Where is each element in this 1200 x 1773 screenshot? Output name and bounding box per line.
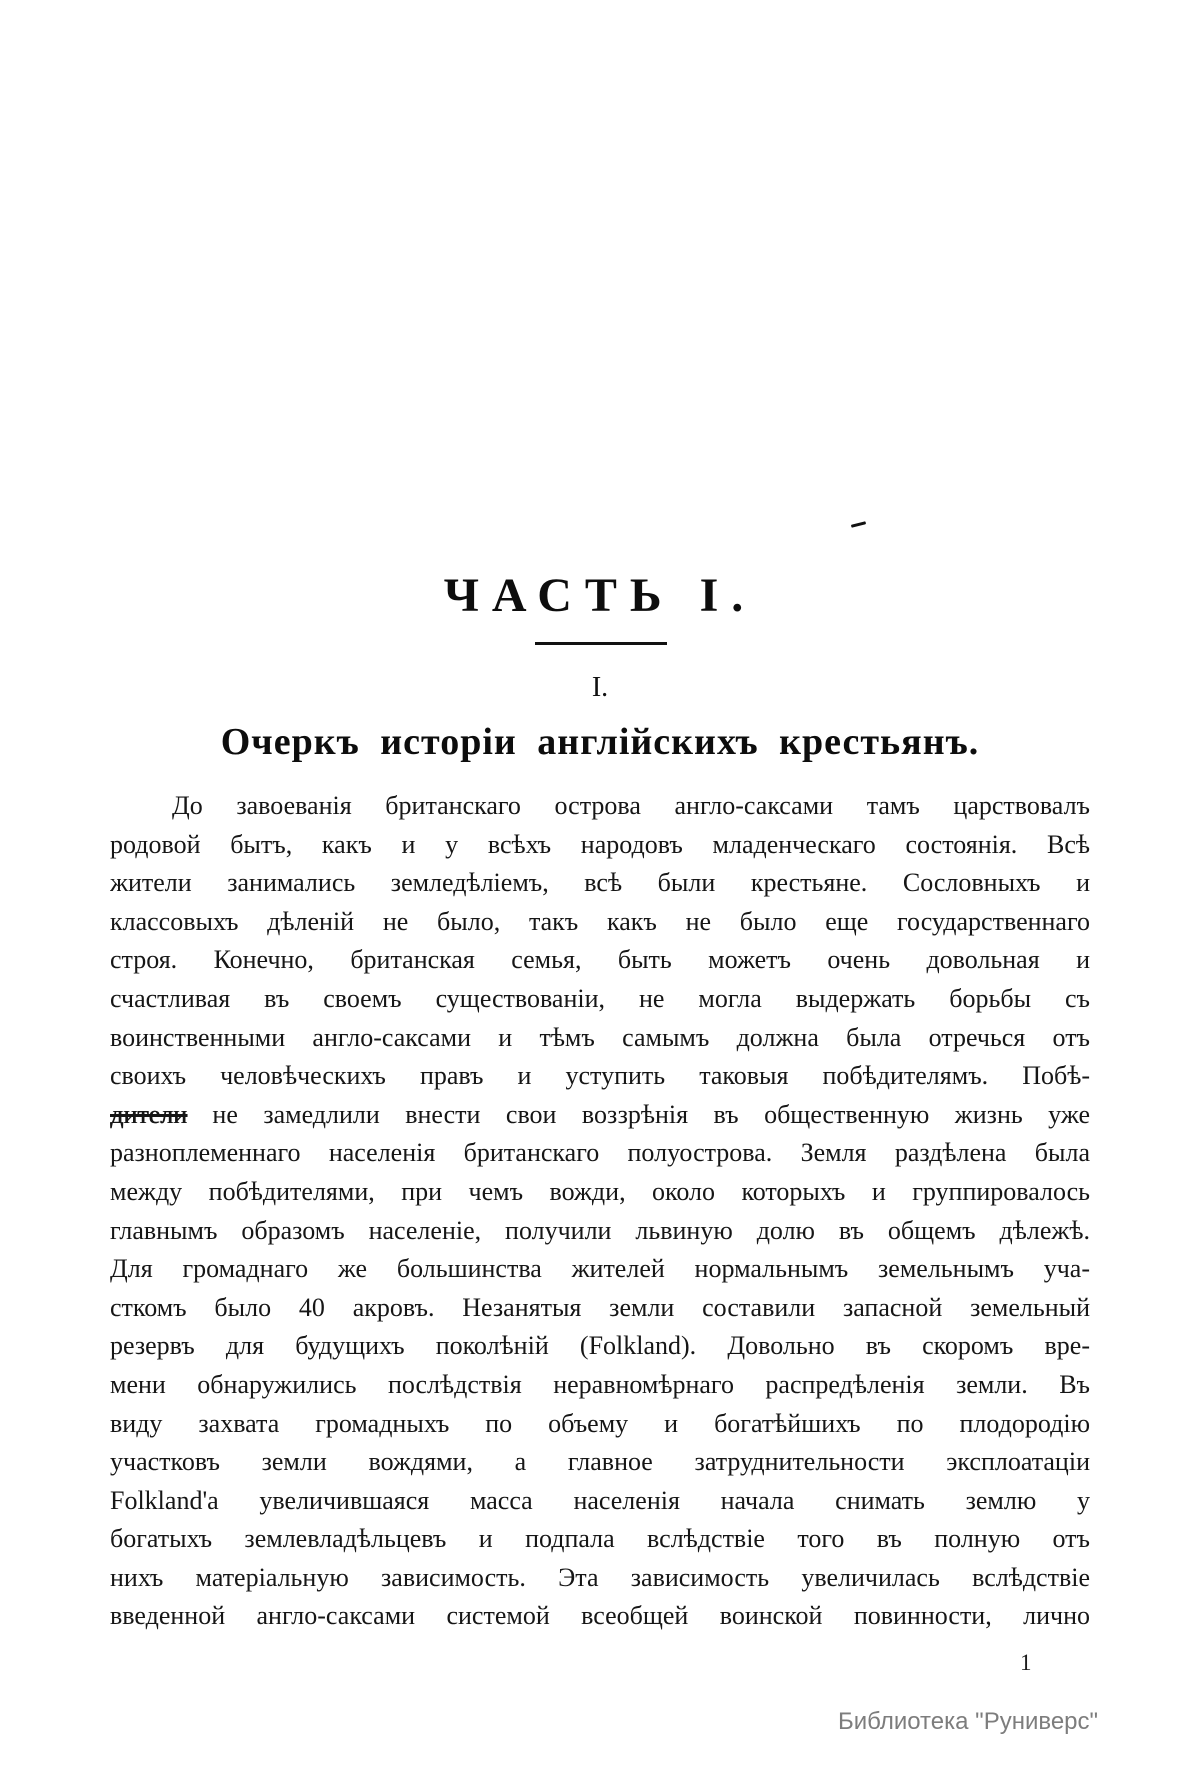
part-heading: ЧАСТЬ I. (443, 569, 757, 622)
text-line: Folkland'а увеличившаяся масса населенія начала снимать землю у (110, 1485, 1090, 1515)
text-line: классовыхъ дѣленій не было, такъ какъ не было еще государственнаго (110, 906, 1090, 936)
text-line: мени обнаружились послѣдствія неравномѣрнаго распредѣленія земли. Въ (110, 1369, 1090, 1399)
text-line: Для громаднаго же большинства жителей нормальнымъ земельнымъ уча- (110, 1254, 1090, 1284)
text-line: сткомъ было 40 акровъ. Незанятыя земли составили запасной земельный (110, 1292, 1090, 1322)
text-line: введенной англо-саксами системой всеобщей воинской повинности, лично (110, 1601, 1090, 1631)
text-line: До завоеванія британскаго острова англо-саксами тамъ царствовалъ (172, 791, 1090, 820)
text-line: счастливая въ своемъ существованіи, не могла выдержать борьбы съ (110, 983, 1090, 1013)
text-line: виду захвата громадныхъ по объему и богатѣйшихъ по плодородію (110, 1408, 1090, 1438)
text-line: главнымъ образомъ населеніе, получили львиную долю въ общемъ дѣлежѣ. (110, 1215, 1090, 1245)
heading-rule (535, 642, 667, 645)
library-watermark: Библиотека "Руниверс" (838, 1708, 1099, 1735)
text-line: жители занимались земледѣліемъ, всѣ были крестьяне. Сословныхъ и (110, 868, 1090, 898)
page-number: 1 (1020, 1650, 1032, 1675)
text-line: строя. Конечно, британская семья, быть можетъ очень довольная и (110, 945, 1090, 975)
text-line: родовой бытъ, какъ и у всѣхъ народовъ младенческаго состоянія. Всѣ (110, 829, 1090, 859)
ink-artifact-mark (851, 521, 866, 528)
text-line: своихъ человѣческихъ правъ и уступить таковыя побѣдителямъ. Побѣ- (110, 1061, 1090, 1091)
text-line: резервъ для будущихъ поколѣній (Folkland). Довольно въ скоромъ вре- (110, 1331, 1090, 1361)
text-line: богатыхъ землевладѣльцевъ и подпала вслѣдствіе того въ полную отъ (110, 1524, 1090, 1554)
text-line: разноплеменнаго населенія британскаго полуострова. Земля раздѣлена была (110, 1138, 1090, 1168)
text-line: между побѣдителями, при чемъ вожди, около которыхъ и группировалось (110, 1176, 1090, 1206)
text-line: нихъ матеріальную зависимость. Эта зависимость увеличилась вслѣдствіе (110, 1562, 1090, 1592)
text-line: воинственными англо-саксами и тѣмъ самымъ должна была отречься отъ (110, 1022, 1090, 1052)
section-title: Очеркъ исторіи англійскихъ крестьянъ. (220, 721, 980, 763)
text-line: участковъ земли вождями, а главное затруднительности эксплоатаціи (110, 1447, 1090, 1477)
body-text (110, 787, 1090, 1636)
section-number: I. (591, 672, 609, 703)
overstruck-word: дители (110, 1099, 187, 1129)
text-line: дители не замедлили внести свои воззрѣнія въ общественную жизнь уже (110, 1099, 1090, 1129)
